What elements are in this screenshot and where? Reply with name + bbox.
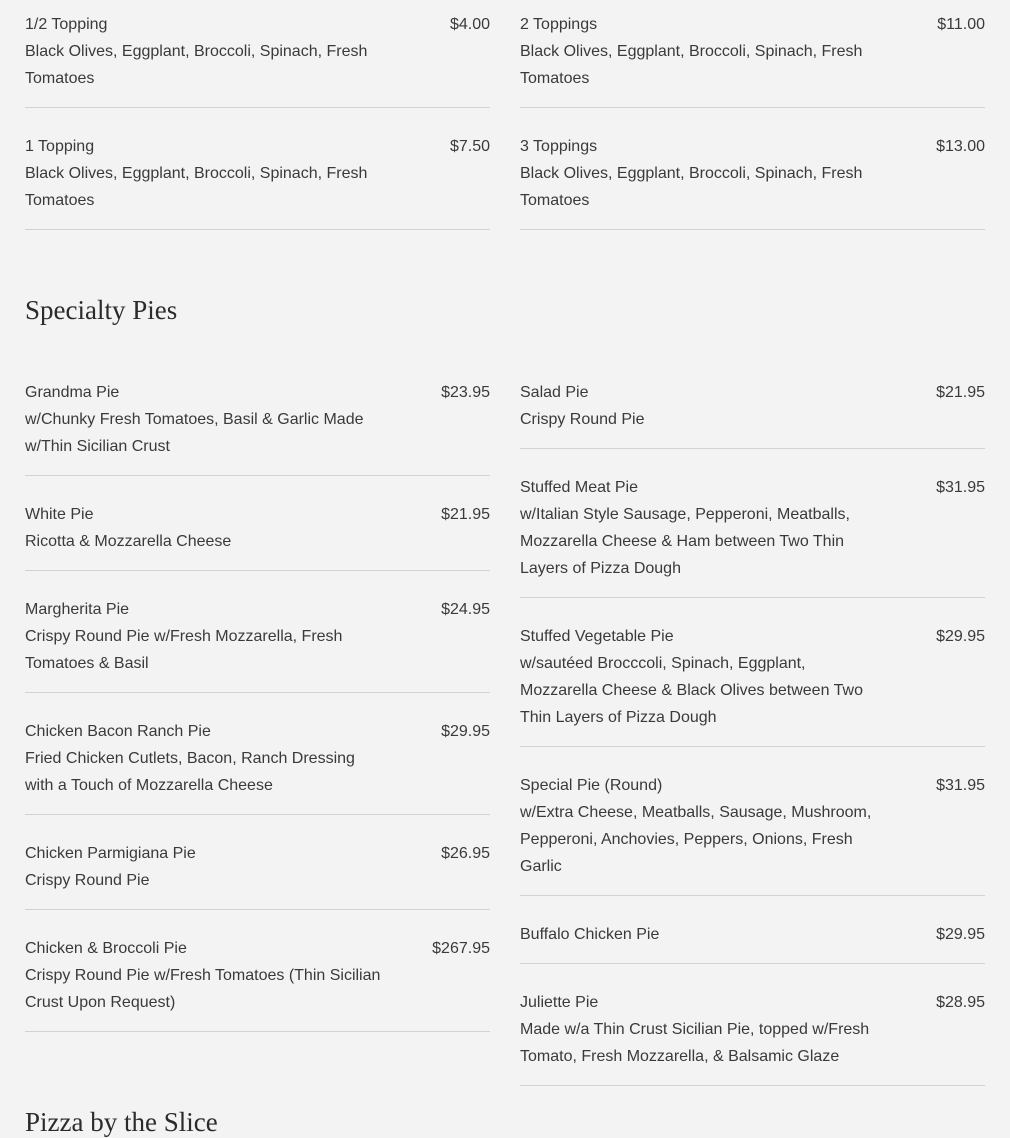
menu-item-description: w/Extra Cheese, Meatballs, Sausage, Mushroom, Pepperoni, Anchovies, Peppers, Onions, Fresh Garlic xyxy=(520,804,872,875)
menu-item-price: $29.95 xyxy=(441,723,490,740)
menu-item-info xyxy=(520,474,880,582)
menu-item xyxy=(520,379,985,449)
menu-item-info xyxy=(25,596,385,677)
menu-item-description: Crispy Round Pie xyxy=(520,411,645,428)
menu-item-price: $23.95 xyxy=(441,384,490,401)
menu-item-name: Special Pie (Round) xyxy=(520,777,663,794)
menu-item-price: $29.95 xyxy=(936,628,985,645)
menu-item-name: Stuffed Vegetable Pie xyxy=(520,628,674,645)
menu-item-description: Black Olives, Eggplant, Broccoli, Spinach, Fresh Tomatoes xyxy=(520,43,863,87)
menu-item-price: $11.00 xyxy=(937,16,985,33)
menu-item-description: Black Olives, Eggplant, Broccoli, Spinach, Fresh Tomatoes xyxy=(520,165,863,209)
menu-item xyxy=(25,11,490,108)
menu-item-info xyxy=(520,11,880,92)
specialty-left-column xyxy=(25,379,490,1045)
menu-item xyxy=(520,909,985,964)
menu-item xyxy=(520,121,985,230)
menu-item-price: $26.95 xyxy=(441,845,490,862)
menu-item-info xyxy=(520,989,880,1070)
menu-item-description: w/Italian Style Sausage, Pepperoni, Meatballs, Mozzarella Cheese & Ham between Two Thin Layers of Pizza Dough xyxy=(520,506,850,577)
menu-item-description: Black Olives, Eggplant, Broccoli, Spinach, Fresh Tomatoes xyxy=(25,165,368,209)
menu-item-info xyxy=(25,935,385,1016)
menu-item xyxy=(520,462,985,598)
menu-item-description: w/sautéed Brocccoli, Spinach, Eggplant, Mozzarella Cheese & Black Olives between Two Thin Layers of Pizza Dough xyxy=(520,655,863,726)
menu-item-name: Chicken Parmigiana Pie xyxy=(25,845,196,862)
menu-item-description: Ricotta & Mozzarella Cheese xyxy=(25,533,232,550)
menu-item-info xyxy=(520,623,880,731)
toppings-left-column xyxy=(25,11,490,243)
menu-item-price: $28.95 xyxy=(936,994,985,1011)
menu-item xyxy=(520,760,985,896)
menu-item-info xyxy=(520,379,880,433)
menu-item-price: $4.00 xyxy=(449,16,490,33)
menu-item-price: $24.95 xyxy=(441,601,490,618)
menu-item-name: White Pie xyxy=(25,506,94,523)
menu-item xyxy=(25,489,490,571)
menu-item-description: Crispy Round Pie w/Fresh Tomatoes (Thin Sicilian Crust Upon Request) xyxy=(25,967,381,1011)
menu-item-price: $13.00 xyxy=(936,138,985,155)
menu-item xyxy=(520,11,985,108)
menu-item-name: 2 Toppings xyxy=(520,16,598,33)
menu-item-price: $29.95 xyxy=(936,926,985,943)
menu-item-name: Juliette Pie xyxy=(520,994,599,1011)
menu-item-info xyxy=(25,718,385,799)
toppings-right-column xyxy=(520,11,985,243)
section-title-pizza-by-the-slice: Pizza by the Slice xyxy=(25,1107,218,1137)
menu-item-price: $21.95 xyxy=(936,384,985,401)
menu-item-info xyxy=(25,501,385,555)
menu-item-description: Crispy Round Pie w/Fresh Mozzarella, Fresh Tomatoes & Basil xyxy=(25,628,343,672)
menu-item-name: Chicken Bacon Ranch Pie xyxy=(25,723,211,740)
menu-item-info xyxy=(520,133,880,214)
toppings-grid xyxy=(25,11,985,243)
menu-item-name: Stuffed Meat Pie xyxy=(520,479,638,496)
menu-item-info xyxy=(520,772,880,880)
menu-item-name: Grandma Pie xyxy=(25,384,120,401)
menu-item-name: Margherita Pie xyxy=(25,601,130,618)
menu-item xyxy=(25,828,490,910)
menu-item-info xyxy=(520,921,880,948)
menu-item xyxy=(25,706,490,815)
menu-item-info xyxy=(25,840,385,894)
menu-item-description: Crispy Round Pie xyxy=(25,872,150,889)
menu-item-description: Fried Chicken Cutlets, Bacon, Ranch Dressing with a Touch of Mozzarella Cheese xyxy=(25,750,355,794)
menu-item-price: $7.50 xyxy=(449,138,490,155)
menu-item-name: 1 Topping xyxy=(25,138,95,155)
menu-item xyxy=(25,923,490,1032)
menu-item-price: $31.95 xyxy=(936,777,985,794)
menu-item xyxy=(25,121,490,230)
menu-item-description: Black Olives, Eggplant, Broccoli, Spinach, Fresh Tomatoes xyxy=(25,43,368,87)
menu-item-description: w/Chunky Fresh Tomatoes, Basil & Garlic Made w/Thin Sicilian Crust xyxy=(25,411,364,455)
menu-item-info xyxy=(25,133,385,214)
menu-item xyxy=(520,977,985,1086)
menu-item-info xyxy=(25,379,385,460)
menu-item-name: 1/2 Topping xyxy=(25,16,108,33)
menu-item xyxy=(25,584,490,693)
menu-item-name: Chicken & Broccoli Pie xyxy=(25,940,187,957)
section-title-specialty-pies: Specialty Pies xyxy=(25,295,178,325)
menu-item-info xyxy=(25,11,385,92)
menu-item-name: 3 Toppings xyxy=(520,138,598,155)
menu-item-price: $31.95 xyxy=(936,479,985,496)
menu-item-name: Salad Pie xyxy=(520,384,589,401)
specialty-right-column xyxy=(520,379,985,1099)
menu-item xyxy=(520,611,985,747)
menu-item-price: $21.95 xyxy=(441,506,490,523)
menu-item-description: Made w/a Thin Crust Sicilian Pie, topped w/Fresh Tomato, Fresh Mozzarella, & Balsamic Glaze xyxy=(520,1021,870,1065)
menu-item xyxy=(25,379,490,476)
specialty-pies-grid xyxy=(25,379,985,1099)
menu-item-name: Buffalo Chicken Pie xyxy=(520,926,660,943)
menu-item-price: $267.95 xyxy=(432,940,490,957)
